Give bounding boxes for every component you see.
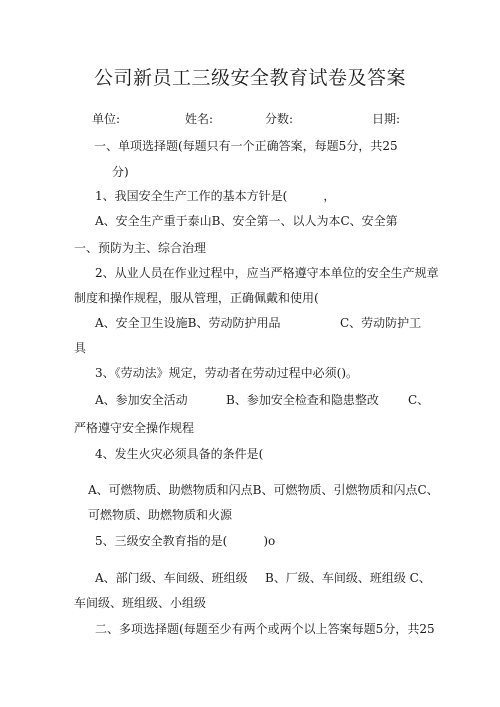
- q1-options-line2: 一、预防为主、综合治理: [74, 241, 207, 255]
- q3-option-b: B、参加安全检查和隐患整改: [226, 393, 379, 407]
- q3-option-c-line1: C、: [408, 393, 430, 407]
- q1-stem: 1、我国安全生产工作的基本方针是( ，: [95, 189, 336, 203]
- q3-option-c-line2: 严格遵守安全操作规程: [74, 421, 195, 435]
- q2-stem-line2: 制度和操作规程，服从管理，正确佩戴和使用(: [74, 291, 319, 305]
- section2-heading: 二、多项选择题(每题至少有两个或两个以上答案每题5分，共25: [95, 622, 435, 636]
- q4-options-line2: 可燃物质、助燃物质和火源: [88, 508, 233, 522]
- q4-stem: 4、发生火灾必须具备的条件是(: [95, 447, 264, 461]
- document-title: 公司新员工三级安全教育试卷及答案: [93, 67, 406, 89]
- q5-stem: 5、三级安全教育指的是( )o: [95, 534, 276, 548]
- q3-option-a: A、参加安全活动: [95, 393, 188, 407]
- score-label: 分数:: [265, 112, 294, 126]
- q2-option-c-line2: 具: [74, 341, 87, 355]
- q2-stem-line1: 2、从业人员在作业过程中，应当严格遵守本单位的安全生产规章: [95, 266, 439, 280]
- q3-stem: 3、《劳动法》规定，劳动者在劳动过程中必须()。: [95, 366, 358, 380]
- q5-options-line2: 车间级、班组级、小组级: [74, 596, 207, 610]
- q2-option-c-line1: C、劳动防护工: [340, 316, 422, 330]
- q1-options-line1: A、安全生产重于泰山B、安全第一、以人为本C、安全第: [95, 214, 398, 228]
- q4-options-line1: A、可燃物质、助燃物质和闪点B、可燃物质、引燃物质和闪点C、: [88, 483, 439, 497]
- date-label: 日期:: [372, 112, 401, 126]
- name-label: 姓名:: [185, 112, 214, 126]
- section1-heading-line1: 一、单项选择题(每题只有一个正确答案，每题5分，共25: [94, 139, 398, 153]
- unit-label: 单位:: [92, 112, 121, 126]
- q5-option-a: A、部门级、车间级、班组级: [95, 571, 248, 585]
- q2-options-ab: A、安全卫生设施B、劳动防护用品: [95, 316, 281, 330]
- section1-heading-line2: 分): [112, 165, 129, 179]
- header-fields: [0, 110, 500, 128]
- q5-options-bc: B、厂级、车间级、班组级 C、: [265, 571, 431, 585]
